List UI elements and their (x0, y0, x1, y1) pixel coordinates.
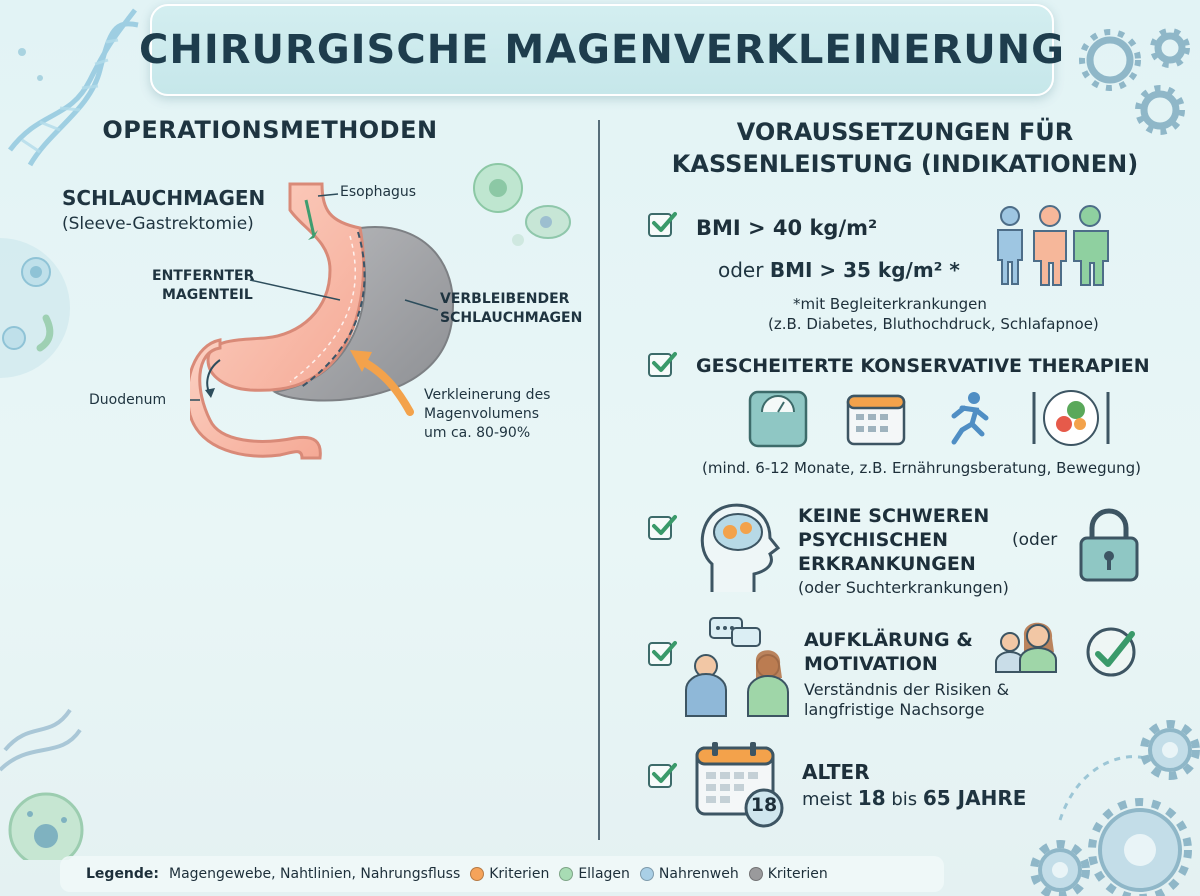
method-title: SCHLAUCHMAGEN (62, 186, 266, 210)
people-icon (990, 204, 1120, 286)
age-prefix: meist (802, 789, 858, 810)
bmi-note-2: (z.B. Diabetes, Bluthochdruck, Schlafapnoe) (768, 315, 1099, 333)
therapy-title: GESCHEITERTE KONSERVATIVE THERAPIEN (696, 355, 1150, 377)
motivation-note-1: Verständnis der Risiken & (804, 680, 1010, 699)
legend-item (640, 866, 739, 882)
motivation-title-2: MOTIVATION (804, 653, 938, 675)
lock-icon (1078, 508, 1140, 582)
approved-check-icon (1082, 626, 1140, 678)
therapy-note: (mind. 6-12 Monate, z.B. Ernährungsberatung, Bewegung) (702, 459, 1142, 477)
checkbox-bmi (648, 213, 672, 237)
checkbox-therapy (648, 353, 672, 377)
legend-dot-green (559, 867, 573, 881)
indications-heading-line-2: KASSENLEISTUNG (INDIKATIONEN) (671, 150, 1139, 178)
column-divider (598, 120, 600, 840)
label-reduction-3: um ca. 80-90% (424, 425, 531, 441)
bmi-primary: BMI > 40 kg/m² (696, 216, 878, 240)
indications-heading-line-1: VORAUSSETZUNGEN FÜR (736, 118, 1074, 146)
psych-title-1: KEINE SCHWEREN (798, 505, 990, 527)
food-plate-icon (1028, 388, 1114, 448)
checkbox-motivation (648, 642, 672, 666)
age-title: ALTER (802, 760, 870, 784)
label-remaining-2: SCHLAUCHMAGEN (440, 310, 583, 326)
motivation-note-2: langfristige Nachsorge (804, 700, 985, 719)
age-to: 65 JAHRE (922, 786, 1027, 810)
title-banner (139, 4, 1065, 96)
running-icon (940, 390, 996, 446)
indications-heading (650, 116, 1160, 180)
methods-heading: OPERATIONSMETHODEN (102, 116, 438, 144)
dna-decoration-top-left (0, 0, 140, 170)
label-esophagus: Esophagus (340, 184, 417, 200)
gears-decoration-bottom-right (1020, 700, 1200, 896)
page-title: CHIRURGISCHE MAGENVERKLEINERUNG (139, 27, 1065, 73)
psych-title-2: PSYCHISCHEN (798, 529, 949, 551)
legend-text: Magengewebe, Nahtlinien, Nahrungsfluss (169, 866, 461, 882)
legend-item (749, 866, 828, 882)
doctor-patient-icon (994, 616, 1060, 674)
label-remaining-1: VERBLEIBENDER (440, 291, 570, 307)
legend-item (559, 866, 630, 882)
legend-item-label: Kriterien (489, 866, 550, 882)
cells-decoration-left (0, 228, 70, 388)
psych-note: (oder Suchterkrankungen) (798, 578, 1009, 597)
label-reduction-1: Verkleinerung des (424, 387, 551, 403)
age-calendar-icon (694, 740, 784, 830)
psych-side-note: (oder (1012, 530, 1058, 550)
legend-item-label: Kriterien (767, 866, 828, 882)
checkbox-age (648, 764, 672, 788)
legend-item-label: Nahrenweh (658, 866, 739, 882)
bmi-secondary (718, 258, 960, 282)
label-reduction-2: Magenvolumens (424, 406, 540, 422)
brain-head-icon (694, 498, 782, 594)
age-from: 18 (857, 786, 886, 810)
legend-label: Legende: (86, 866, 160, 882)
bmi-secondary-prefix: oder (718, 258, 770, 282)
checkbox-psych (648, 516, 672, 540)
calendar-icon (846, 390, 906, 446)
age-calendar-number: 18 (750, 794, 778, 816)
legend-dot-blue (640, 867, 654, 881)
bmi-note-1: *mit Begleiterkrankungen (793, 295, 987, 313)
age-range (802, 786, 1026, 812)
legend-item-label: Ellagen (578, 866, 630, 882)
age-mid: bis (885, 789, 923, 810)
legend (60, 856, 944, 892)
legend-dot-orange (470, 867, 484, 881)
label-removed-part-2: MAGENTEIL (162, 287, 253, 303)
method-subtitle: (Sleeve-Gastrektomie) (62, 214, 254, 234)
label-removed-part-1: ENTFERNTER (152, 268, 255, 284)
bmi-secondary-value: BMI > 35 kg/m² * (769, 258, 960, 282)
conversation-icon (682, 616, 792, 718)
legend-dot-grey (749, 867, 763, 881)
scale-icon (748, 390, 808, 448)
motivation-title-1: AUFKLÄRUNG & (804, 629, 973, 651)
psych-title-3: ERKRANKUNGEN (798, 553, 976, 575)
dna-decoration-bottom-left (0, 690, 110, 860)
label-duodenum: Duodenum (89, 392, 167, 408)
legend-item (470, 866, 549, 882)
